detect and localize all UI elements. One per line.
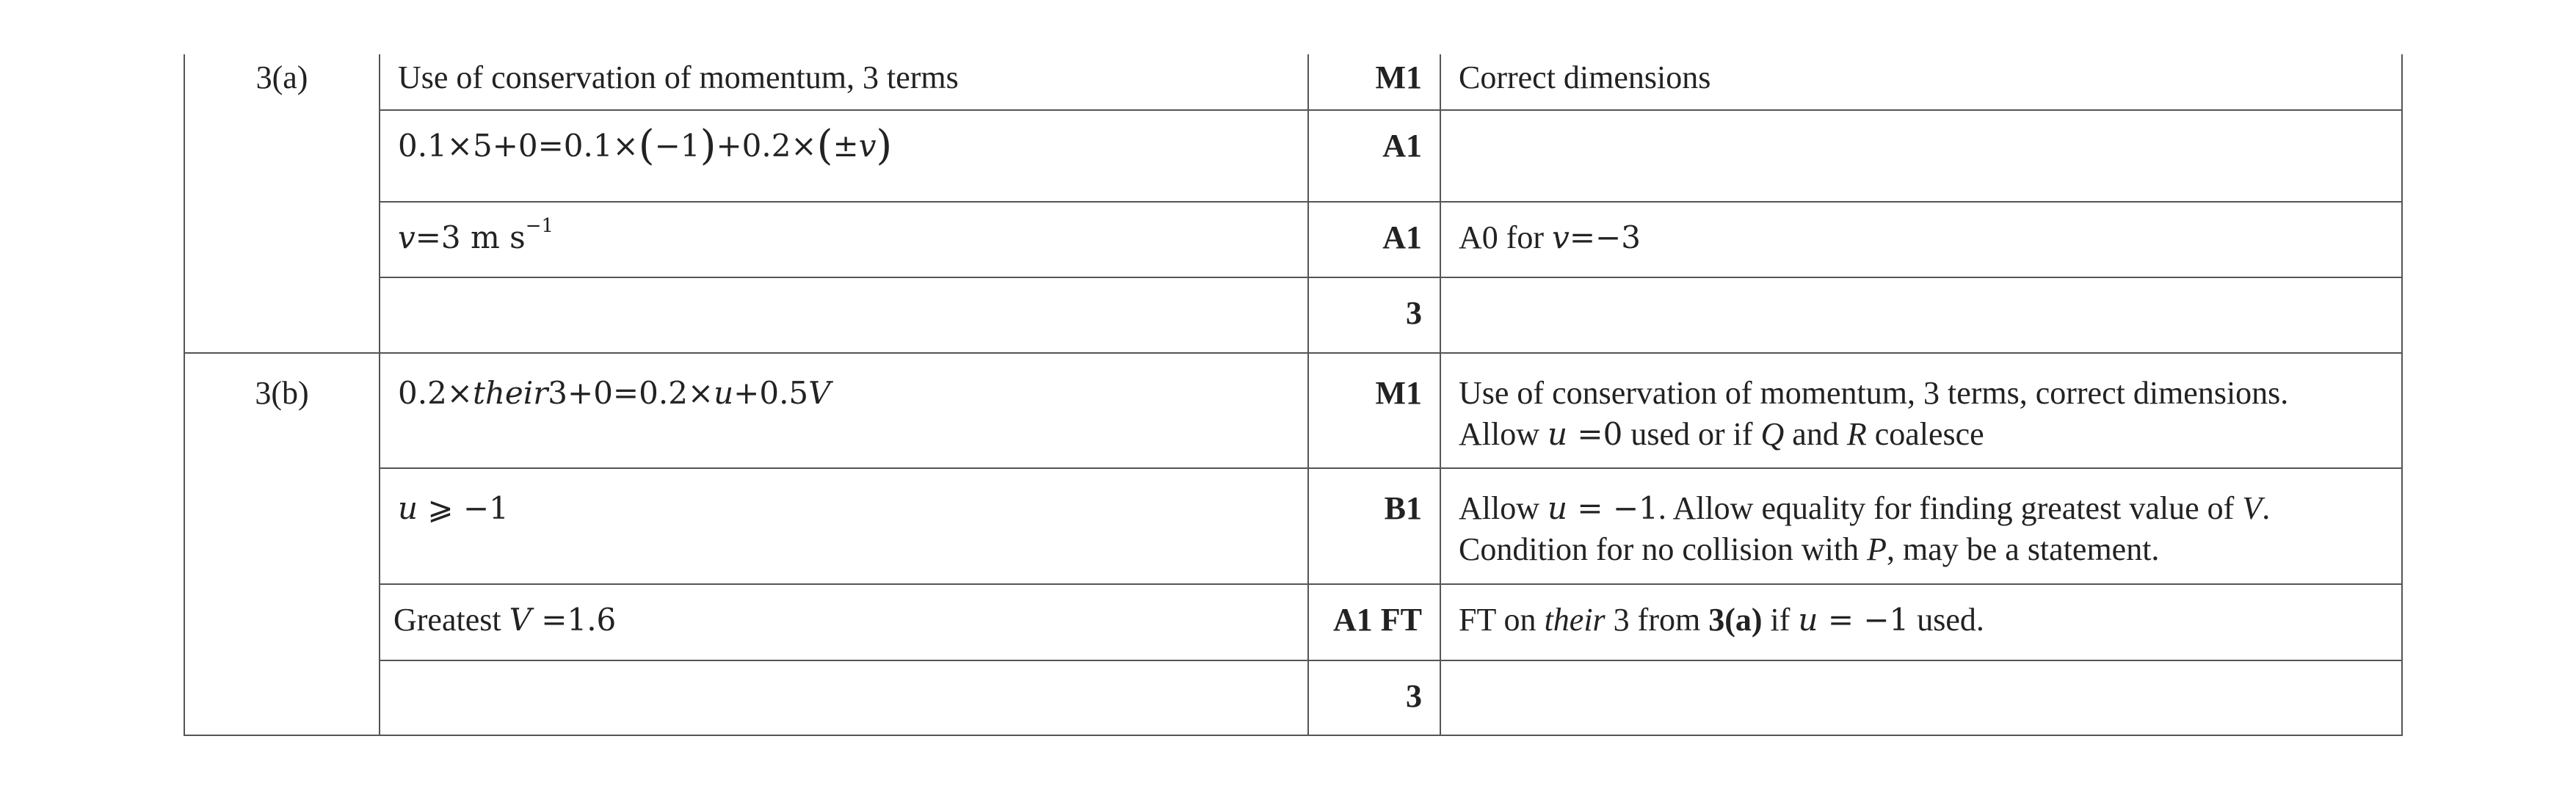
mark-cell: B1 [1308, 468, 1440, 584]
question-number: 3(a) [184, 54, 380, 353]
guidance-cell [1440, 110, 2402, 202]
table-row [184, 584, 2402, 660]
guidance-cell: FT on their 3 from 3(a) if u = −1 used. [1440, 584, 2402, 660]
mark-cell: A1 [1308, 202, 1440, 277]
answer-cell: Use of conservation of momentum, 3 terms [380, 54, 1308, 110]
mark-cell: M1 [1308, 353, 1440, 468]
mark-cell: M1 [1308, 54, 1440, 110]
guidance-cell: A0 for v=−3 [1440, 202, 2402, 277]
answer-cell [380, 277, 1308, 353]
answer-inequality: u ⩾ −1 [398, 490, 509, 526]
guidance-cell: Allow u = −1. Allow equality for finding greatest value of V. Condition for no collision with P, may be a statement. [1440, 468, 2402, 584]
mark-scheme-table [184, 54, 2403, 736]
answer-cell [380, 202, 1308, 277]
table-row [184, 110, 2402, 202]
total-mark: 3 [1308, 277, 1440, 353]
table-row [184, 277, 2402, 353]
table-row [184, 660, 2402, 735]
table-row [184, 54, 2402, 110]
mark-cell: A1 FT [1308, 584, 1440, 660]
answer-equation: v=3 m $s^{-1}$ [398, 215, 554, 255]
mark-cell: A1 [1308, 110, 1440, 202]
total-mark: 3 [1308, 660, 1440, 735]
guidance-cell [1440, 660, 2402, 735]
guidance-cell: Use of conservation of momentum, 3 terms, correct dimensions. Allow u =0 used or if Q and R coalesce [1440, 353, 2402, 468]
answer-equation: 0.2×their3+0=0.2×u+0.5V [398, 375, 831, 411]
guidance-cell [1440, 277, 2402, 353]
table-row [184, 202, 2402, 277]
guidance-cell: Correct dimensions [1440, 54, 2402, 110]
answer-cell [380, 353, 1308, 468]
table-row [184, 468, 2402, 584]
answer-cell [380, 468, 1308, 584]
answer-cell [380, 110, 1308, 202]
answer-cell: Greatest V =1.6 [380, 584, 1308, 660]
question-number: 3(b) [184, 353, 380, 735]
answer-cell [380, 660, 1308, 735]
table-row [184, 353, 2402, 468]
answer-equation: 0.1×5+0=0.1×(−1)+0.2×(±v) [398, 122, 893, 170]
